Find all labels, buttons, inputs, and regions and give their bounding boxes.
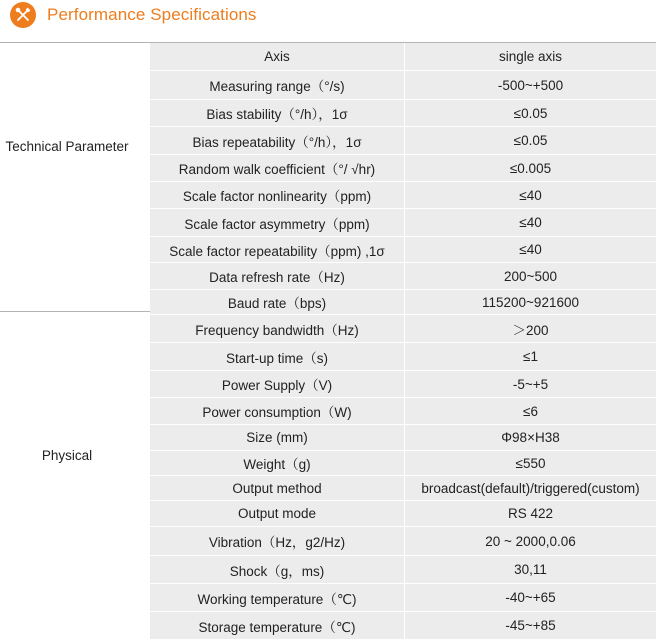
table-row <box>150 612 656 640</box>
parameter-value: ＞200 <box>512 322 549 338</box>
table-row <box>150 425 656 451</box>
parameter-value: ≤0.005 <box>509 160 552 176</box>
table-row <box>150 182 656 209</box>
page-title: Performance Specifications <box>47 5 257 24</box>
spec-table <box>150 43 656 640</box>
group-label-physical: Physical <box>41 448 93 463</box>
parameter-name: Data refresh rate（Hz) <box>150 263 405 289</box>
parameter-value: ≤1 <box>523 349 538 364</box>
parameter-name: Output method <box>150 476 405 500</box>
parameter-value: RS 422 <box>507 506 554 521</box>
parameter-name: Power Supply（V) <box>150 371 405 397</box>
group-label-technical: Technical Parameter <box>5 139 129 154</box>
parameter-name: Frequency bandwidth（Hz) <box>150 315 405 342</box>
parameter-value: 200~500 <box>504 268 557 284</box>
parameter-value: ≤0.05 <box>513 133 548 148</box>
table-row <box>150 237 656 263</box>
parameter-name: Start-up time（s) <box>150 343 405 370</box>
group-divider <box>0 311 150 312</box>
parameter-name: Scale factor nonlinearity（ppm) <box>150 182 405 208</box>
table-row <box>150 398 656 425</box>
parameter-name: Working temperature（℃) <box>150 584 405 611</box>
parameter-value: single axis <box>498 49 563 64</box>
table-row <box>150 209 656 237</box>
parameter-name: Weight（g) <box>150 451 405 475</box>
table-row <box>150 127 656 155</box>
parameter-name: Scale factor asymmetry（ppm) <box>150 209 405 236</box>
parameter-value: 30,11 <box>514 562 547 577</box>
parameter-value: -5~+5 <box>512 376 549 392</box>
parameter-value: ≤40 <box>519 242 542 257</box>
table-row <box>150 501 656 527</box>
section-header <box>10 0 257 30</box>
parameter-value: broadcast(default)/triggered(custom) <box>421 480 640 496</box>
table-row <box>150 263 656 290</box>
parameter-value: -40~+65 <box>505 590 556 605</box>
parameter-name: Bias repeatability（°/h），1σ <box>150 127 405 154</box>
parameter-name: Vibration（Hz，g2/Hz) <box>150 527 405 555</box>
parameter-name: Measuring range（°/s) <box>150 71 405 99</box>
parameter-value: -45~+85 <box>505 618 556 633</box>
parameter-name: Baud rate（bps) <box>150 290 405 314</box>
parameter-value: Φ98×H38 <box>501 430 560 445</box>
parameter-name: Scale factor repeatability（ppm) ,1σ <box>150 237 405 262</box>
parameter-value: ≤550 <box>515 455 546 471</box>
parameter-name: Output mode <box>150 501 405 526</box>
table-row <box>150 584 656 612</box>
table-row <box>150 315 656 343</box>
parameter-name: Random walk coefficient（°/ √hr) <box>150 155 405 181</box>
parameter-value: 115200~921600 <box>482 294 579 310</box>
parameter-name: Shock（g，ms) <box>150 556 405 583</box>
table-row <box>150 371 656 398</box>
table-row <box>150 100 656 127</box>
tools-icon <box>10 2 36 28</box>
parameter-name: Size (mm) <box>150 425 405 450</box>
parameter-name: Storage temperature（℃) <box>150 612 405 639</box>
parameter-value: 20 ~ 2000,0.06 <box>485 533 576 549</box>
parameter-value: ≤6 <box>523 403 538 419</box>
table-row <box>150 155 656 182</box>
table-row <box>150 290 656 315</box>
parameter-name: Axis <box>150 43 405 70</box>
parameter-value: ≤40 <box>519 187 542 203</box>
table-row <box>150 71 656 100</box>
table-row <box>150 343 656 371</box>
parameter-value: ≤40 <box>519 215 542 230</box>
parameter-name: Power consumption（W) <box>150 398 405 424</box>
table-row <box>150 451 656 476</box>
table-row <box>150 556 656 584</box>
table-row <box>150 527 656 556</box>
parameter-value: ≤0.05 <box>513 105 548 121</box>
parameter-name: Bias stability（°/h），1σ <box>150 100 405 126</box>
table-row <box>150 43 656 71</box>
parameter-value: -500~+500 <box>497 77 564 93</box>
table-row <box>150 476 656 501</box>
